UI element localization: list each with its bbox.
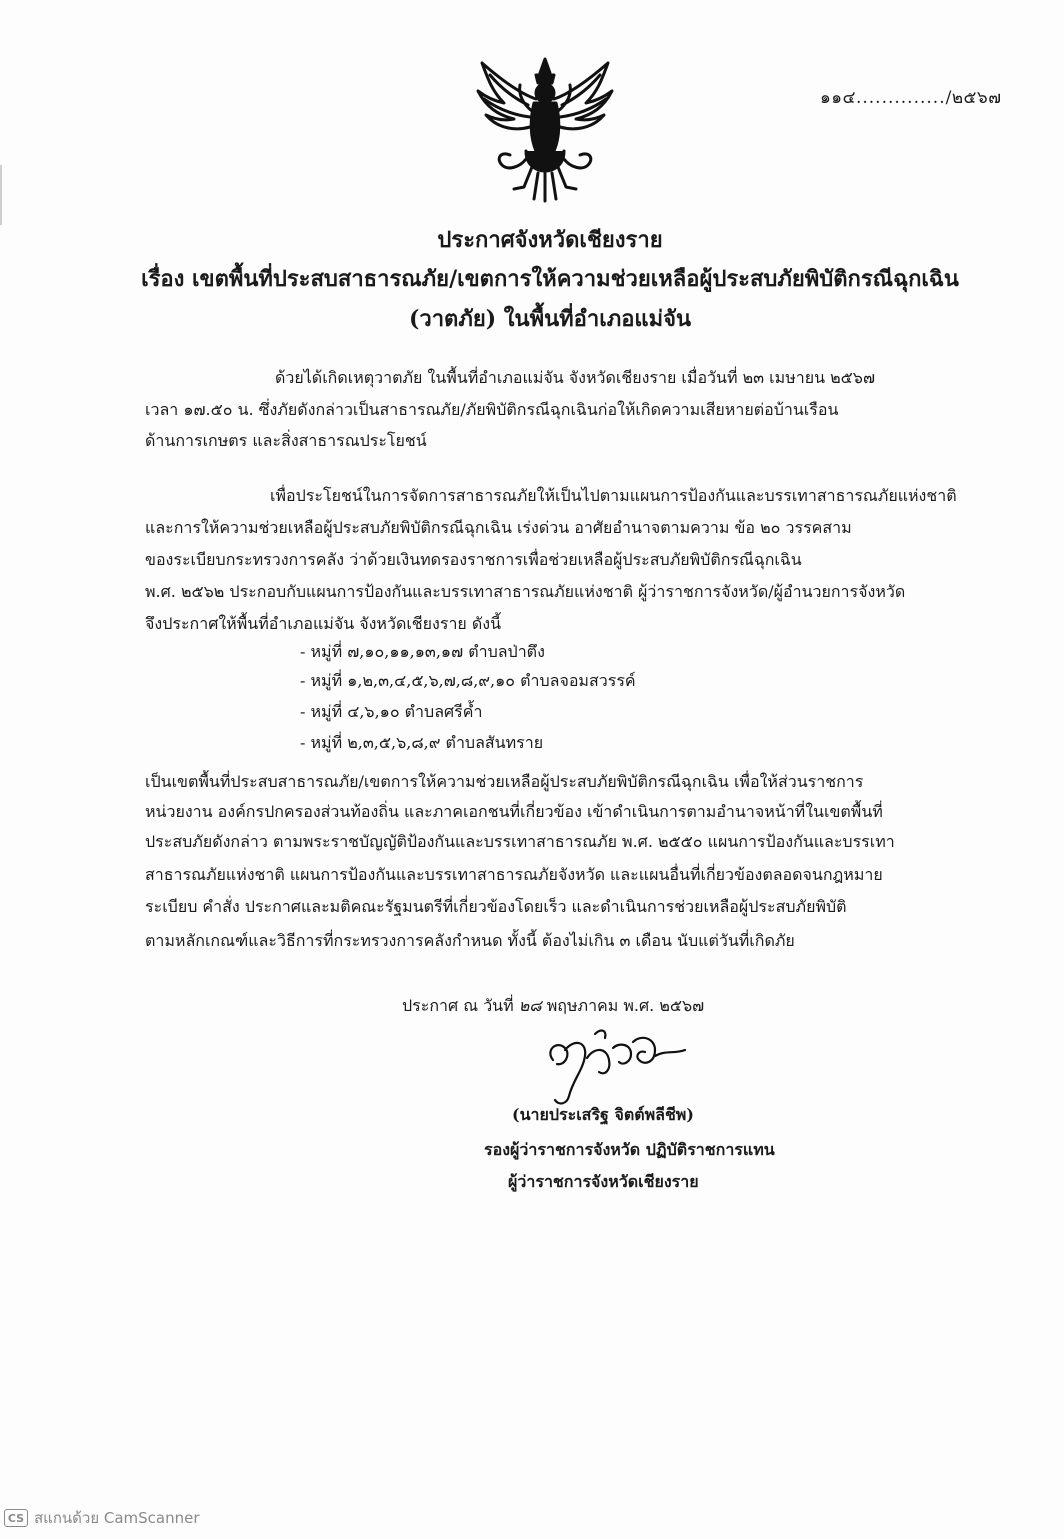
paragraph-2-line-5: จึงประกาศให้พื้นที่อำเภอแม่จัน จังหวัดเชียงราย ดังนี้ [145,614,502,633]
village-list-item: - หมู่ที่ ๑,๒,๓,๔,๕,๖,๗,๘,๙,๑๐ ตำบลจอมสวรรค์ [300,671,636,690]
paragraph-3-line-4: สาธารณภัยแห่งชาติ แผนการป้องกันและบรรเทาสาธารณภัยจังหวัด และแผนอื่นที่เกี่ยวข้องตลอดจนกฎหมาย [145,865,883,884]
camscanner-logo-icon: CS [4,1509,28,1527]
signer-on-behalf: ผู้ว่าราชการจังหวัดเชียงราย [508,1172,699,1191]
paragraph-3-line-5: ระเบียบ คำสั่ง ประกาศและมติคณะรัฐมนตรีที่เกี่ยวข้องโดยเร็ว และดำเนินการช่วยเหลือผู้ประสบภัยพิบัติ [145,897,847,916]
document-number-suffix: /๒๕๖๗ [945,88,1002,108]
paragraph-1-line-2: เวลา ๑๗.๕๐ น. ซึ่งภัยดังกล่าวเป็นสาธารณภัย/ภัยพิบัติกรณีฉุกเฉินก่อให้เกิดความเสียหายต่อบ้านเรือน [145,400,839,419]
garuda-emblem-icon [470,55,620,205]
document-number [820,84,1001,111]
document-number-handwritten: ๑๑๔ [820,88,856,108]
paragraph-2-line-3: ของระเบียบกระทรวงการคลัง ว่าด้วยเงินทดรองราชการเพื่อช่วยเหลือผู้ประสบภัยพิบัติกรณีฉุกเฉิน [145,550,802,569]
paragraph-2-line-4: พ.ศ. ๒๕๖๒ ประกอบกับแผนการป้องกันและบรรเทาสาธารณภัยแห่งชาติ ผู้ว่าราชการจังหวัด/ผู้อำนวยการจังหวัด [145,582,906,601]
paragraph-2-line-2: และการให้ความช่วยเหลือผู้ประสบภัยพิบัติกรณีฉุกเฉิน เร่งด่วน อาศัยอำนาจตามความ ข้อ ๒๐ วรรคสาม [145,518,852,537]
paragraph-3-line-2: หน่วยงาน องค์กรปกครองส่วนท้องถิ่น และภาคเอกชนที่เกี่ยวข้อง เข้าดำเนินการตามอำนาจหน้าที่ในเขตพื้นที่ [145,802,883,821]
paragraph-1-line-3: ด้านการเกษตร และสิ่งสาธารณประโยชน์ [145,431,427,450]
village-list-item: - หมู่ที่ ๒,๓,๕,๖,๘,๙ ตำบลสันทราย [300,733,544,752]
village-list-item: - หมู่ที่ ๔,๖,๑๐ ตำบลศรีค้ำ [300,702,483,721]
announcement-title: ประกาศจังหวัดเชียงราย [437,227,663,253]
announcement-subject-line-1: เรื่อง เขตพื้นที่ประสบสาธารณภัย/เขตการให้ความช่วยเหลือผู้ประสบภัยพิบัติกรณีฉุกเฉิน [141,266,959,292]
signer-position: รองผู้ว่าราชการจังหวัด ปฏิบัติราชการแทน [484,1140,775,1159]
village-list-item: - หมู่ที่ ๗,๑๐,๑๑,๑๓,๑๗ ตำบลป่าตึง [300,642,545,661]
paragraph-3-line-3: ประสบภัยดังกล่าว ตามพระราชบัญญัติป้องกันและบรรเทาสาธารณภัย พ.ศ. ๒๕๕๐ แผนการป้องกันและบรรเทา [145,832,895,851]
date-month-year: พฤษภาคม พ.ศ. ๒๕๖๗ [546,996,705,1015]
paragraph-1-line-1: ด้วยได้เกิดเหตุวาตภัย ในพื้นที่อำเภอแม่จัน จังหวัดเชียงราย เมื่อวันที่ ๒๓ เมษายน ๒๕๖๗ [275,368,875,387]
announcement-date [402,994,704,1019]
announcement-subject-line-2: (วาตภัย) ในพื้นที่อำเภอแม่จัน [408,306,692,332]
document-number-dots: .............. [855,88,946,108]
date-day: ๒๘ [518,996,542,1015]
date-prefix: ประกาศ ณ วันที่ [402,996,514,1015]
paragraph-3-line-6: ตามหลักเกณฑ์และวิธีการที่กระทรวงการคลังกำหนด ทั้งนี้ ต้องไม่เกิน ๓ เดือน นับแต่วันที่เกิดภัย [145,931,795,950]
signer-name: (นายประเสริฐ จิตต์พลีชีพ) [512,1105,694,1124]
scanner-watermark [4,1506,200,1530]
paragraph-3-line-1: เป็นเขตพื้นที่ประสบสาธารณภัย/เขตการให้ความช่วยเหลือผู้ประสบภัยพิบัติกรณีฉุกเฉิน เพื่อให้ส่วนราชการ [145,772,864,791]
scan-edge-mark [0,165,2,225]
paragraph-2-line-1: เพื่อประโยชน์ในการจัดการสาธารณภัยให้เป็นไปตามแผนการป้องกันและบรรเทาสาธารณภัยแห่งชาติ [270,486,957,505]
handwritten-signature [535,1020,705,1110]
scanner-watermark-text: สแกนด้วย CamScanner [34,1509,200,1527]
